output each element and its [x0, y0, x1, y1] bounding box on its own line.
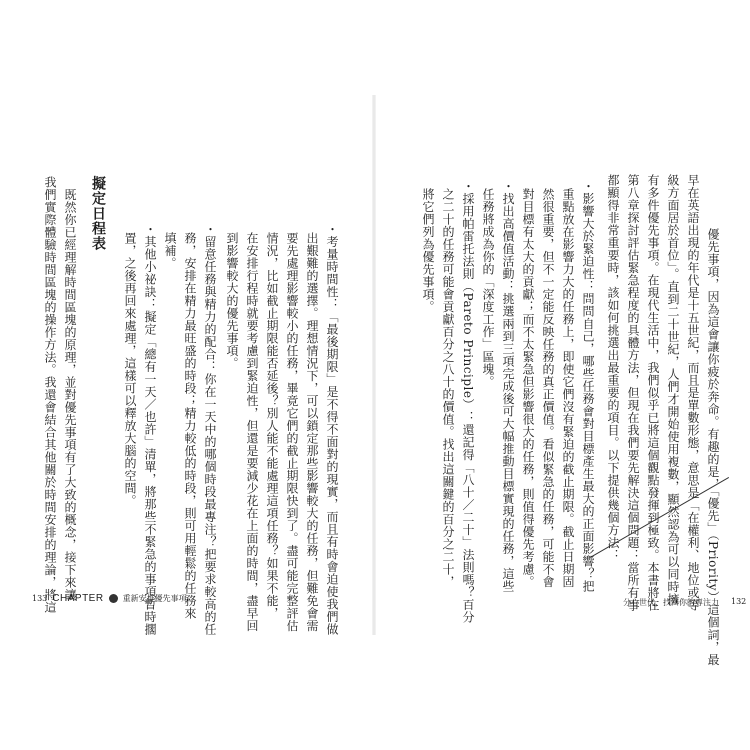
book-title: 分心世代，找回你的專注力: [623, 598, 719, 607]
chapter-number-badge: [109, 594, 118, 603]
page-number: 132: [731, 597, 747, 606]
text-column: 任務將成為你的「深度工作」區塊。: [481, 188, 495, 388]
left-footer: [32, 593, 187, 604]
text-column: 既然你已經理解時間區塊的原理，並對優先事項有了大致的概念，接下來讓: [63, 176, 77, 601]
text-column: 出艱難的選擇。理想情況下，可以鎖定那些影響較大的任務，但難免會需: [305, 232, 319, 632]
text-column: 對目標有太大的貢獻；而不太緊急但影響很大的任務，則值得優先考慮。: [521, 188, 535, 588]
text-column: 優先事項，因為這會讓你疲於奔命。有趣的是，「優先」（Priority）這個詞，最: [706, 228, 720, 667]
text-column: 級方面居於首位」。直到二十世紀，人們才開始使用複數，顯然認為可以同時擁: [666, 174, 680, 606]
text-column: 重點放在影響力大的任務上，即使它們沒有緊迫的截止期限。截止日期固: [561, 188, 575, 588]
bullet-column: ・採用帕雷托法則（Pareto Principle）：還記得「八十／二十」法則嗎？百分: [461, 180, 475, 624]
chapter-title: 重新安排優先事項: [122, 594, 187, 603]
right-page: [375, 0, 750, 750]
bullet-column: ・其他小祕訣：擬定「總有一天／也許」清單，將那些不緊急的事項暫時擱: [143, 223, 157, 636]
text-column: 將它們列為優先事項。: [421, 188, 435, 313]
chapter-label: CHAPTER: [52, 593, 104, 604]
text-column: 我們實際體驗時間區塊的操作方法。我還會結合其他關於時間安排的理論，將這: [43, 176, 57, 614]
text-column: 有多件優先事項。在現代生活中，我們似乎已將這個觀點發揮到極致。本書將在: [646, 174, 660, 612]
text-column: 在安排行程時就要考慮到緊迫性，但還是要減少花在上面的時間，盡早回: [245, 232, 259, 632]
section-heading: 擬定日程表: [90, 176, 106, 251]
bullet-column: ・找出高價值活動：挑選兩到三項完成後可大幅推動目標實現的任務，這些: [501, 180, 515, 593]
page-number: 133: [32, 594, 48, 603]
right-footer: [623, 597, 746, 608]
text-column: 要先處理影響較小的任務，畢竟它們的截止期限快到了。盡可能完整評估: [285, 232, 299, 632]
text-column: 情況，比如截止期限能否延後？別人能不能處理這項任務？如果不能，: [265, 232, 279, 620]
text-column: 填補。: [163, 232, 177, 270]
text-column: 第八章探討評估緊急程度的具體方法，但現在我們要先解決這個問題：當所有事: [626, 174, 640, 612]
text-column: 都顯得非常重要時，該如何挑選出最重要的項目。以下提供幾個方法：: [606, 174, 620, 562]
bullet-column: ・考量時間性：「最後期限」是不得不面對的現實，而且有時會迫使我們做: [325, 223, 339, 636]
book-gutter: [372, 95, 376, 635]
bullet-column: ・留意任務與精力的配合：你在一天中的哪個時段最專注？把要求較高的任: [203, 223, 217, 636]
text-column: 置，之後再回來處理，這樣可以釋放大腦的空間。: [123, 232, 137, 507]
text-column: 然很重要，但不一定能反映任務的真正價值。看似緊急的任務，可能不會: [541, 188, 555, 588]
text-column: 之二十的任務可能會貢獻百分之八十的價值。找出這關鍵的百分之二十，: [441, 188, 455, 588]
bullet-column: ・影響大於緊迫性：問問自己，哪些任務會對目標產生最大的正面影響？把: [581, 180, 595, 593]
text-column: 務，安排在精力最旺盛的時段；精力較低的時段，則可用輕鬆的任務來: [183, 232, 197, 620]
text-column: 到影響較大的優先事項。: [225, 232, 239, 370]
text-column: 早在英語出現的年代是十五世紀，而且是單數形態，意思是「在權利、地位或等: [686, 174, 700, 612]
